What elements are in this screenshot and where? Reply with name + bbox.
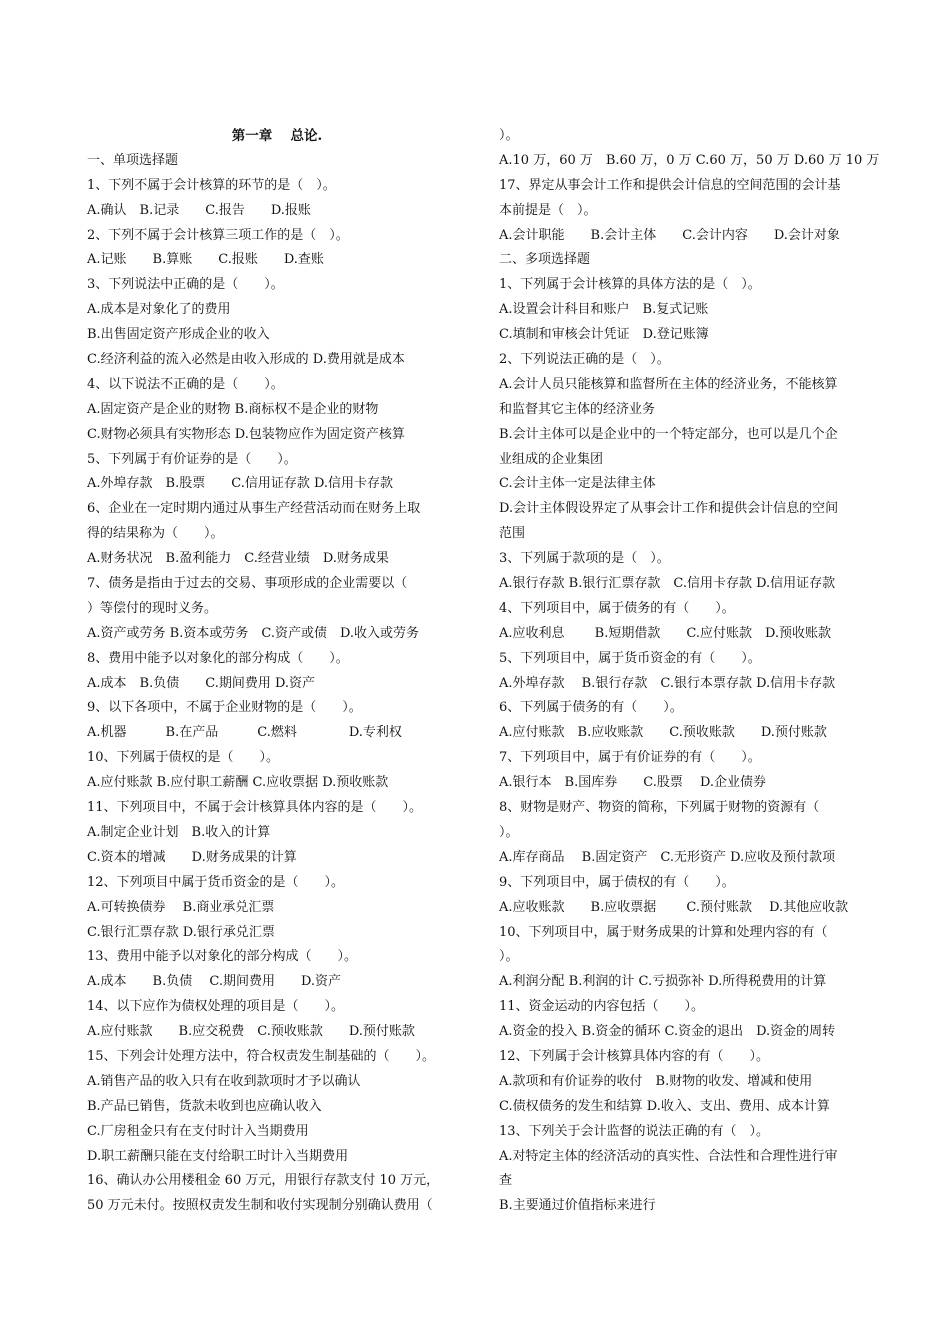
right-column-line-13: B.会计主体可以是企业中的一个特定部分，也可以是几个企: [499, 426, 838, 442]
right-column-line-34: ）。: [499, 949, 519, 965]
left-column-line-36: A.应付账款 B.应交税费 C.预收账款 D.预付账款: [87, 1024, 415, 1040]
left-column-line-18: 7、债务是指由于过去的交易、事项形成的企业需要以（: [87, 576, 408, 592]
right-column-line-42: A.对特定主体的经济活动的真实性、合法性和合理性进行审: [499, 1148, 838, 1164]
left-column-line-6: 3、下列说法中正确的是（ ）。: [87, 277, 284, 293]
right-column-line-3: 17、界定从事会计工作和提供会计信息的空间范围的会计基: [499, 177, 841, 193]
left-column-line-3: A.确认 B.记录 C.报告 D.报账: [87, 202, 311, 218]
left-column-line-35: 14、以下应作为债权处理的项目是（ ）。: [87, 999, 345, 1015]
right-column-line-1: ）。: [499, 128, 519, 143]
left-column-line-12: C.财物必须具有实物形态 D.包装物应作为固定资产核算: [87, 426, 405, 442]
right-column-line-2: A.10 万，60 万 B.60 万，0 万 C.60 万，50 万 D.60 万 10 万: [499, 152, 879, 168]
left-column-line-31: A.可转换债券 B.商业承兑汇票: [87, 899, 275, 915]
right-column-line-29: ）。: [499, 824, 519, 840]
left-column-line-24: A.机器 B.在产品 C.燃料 D.专利权: [87, 725, 402, 741]
left-column-line-27: 11、下列项目中，不属于会计核算具体内容的是（ ）。: [87, 800, 423, 816]
right-column-line-5: A.会计职能 B.会计主体 C.会计内容 D.会计对象: [499, 227, 840, 243]
right-column-line-9: C.填制和审核会计凭证 D.登记账簿: [499, 327, 709, 343]
right-column-line-15: C.会计主体一定是法律主体: [499, 476, 656, 492]
right-column-line-26: 7、下列项目中，属于有价证券的有（ ）。: [499, 750, 761, 766]
left-column-line-1: 一、单项选择题: [87, 152, 179, 168]
right-column-line-8: A.设置会计科目和账户 B.复式记账: [499, 302, 709, 318]
right-column-line-12: 和监督其它主体的经济业务: [499, 401, 656, 417]
right-column-line-4: 本前提是（ ）。: [499, 202, 597, 218]
right-column-line-21: A.应收利息 B.短期借款 C.应付账款 D.预收账款: [499, 625, 832, 641]
right-column-line-37: A.资金的投入 B.资金的循环 C.资金的退出 D.资金的周转: [499, 1024, 836, 1040]
left-column-line-37: 15、下列会计处理方法中，符合权责发生制基础的（ ）。: [87, 1048, 436, 1064]
right-column-line-28: 8、财物是财产、物资的简称，下列属于财物的资源有（: [499, 800, 820, 816]
left-column-line-15: 6、企业在一定时期内通过从事生产经营活动而在财务上取: [87, 501, 421, 517]
left-column-line-9: C.经济利益的流入必然是由收入形成的 D.费用就是成本: [87, 352, 405, 368]
left-column-line-22: A.成本 B.负债 C.期间费用 D.资产: [87, 675, 316, 691]
right-column-line-17: 范围: [499, 526, 526, 542]
right-column-line-7: 1、下列属于会计核算的具体方法的是（ ）。: [499, 277, 761, 293]
left-column-line-42: 16、确认办公用楼租金 60 万元，用银行存款支付 10 万元，: [87, 1173, 440, 1189]
left-column-line-29: C.资本的增减 D.财务成果的计算: [87, 849, 297, 865]
left-column-line-19: ）等偿付的现时义务。: [87, 600, 218, 616]
left-column-line-8: B.出售固定资产形成企业的收入: [87, 327, 270, 343]
right-column-line-10: 2、下列说法正确的是（ ）。: [499, 352, 670, 368]
left-column-line-21: 8、费用中能予以对象化的部分构成（ ）。: [87, 650, 349, 666]
right-column: [499, 124, 879, 1219]
left-column-line-43: 50 万元未付。按照权责发生制和收付实现制分别确认费用（: [87, 1198, 433, 1214]
right-column-line-19: A.银行存款 B.银行汇票存款 C.信用卡存款 D.信用证存款: [499, 576, 836, 592]
left-column-line-28: A.制定企业计划 B.收入的计算: [87, 824, 271, 840]
right-column-line-14: 业组成的企业集团: [499, 451, 604, 467]
left-column-line-16: 得的结果称为（ ）。: [87, 526, 224, 542]
right-column-line-6: 二、多项选择题: [499, 252, 591, 268]
left-column-line-14: A.外埠存款 B.股票 C.信用证存款 D.信用卡存款: [87, 476, 394, 492]
left-column-line-41: D.职工薪酬只能在支付给职工时计入当期费用: [87, 1148, 349, 1164]
right-column-line-24: 6、下列属于债务的有（ ）。: [499, 700, 683, 716]
right-column-line-25: A.应付账款 B.应收账款 C.预收账款 D.预付账款: [499, 725, 827, 741]
left-column-line-13: 5、下列属于有价证券的是（ ）。: [87, 451, 297, 467]
left-column-line-7: A.成本是对象化了的费用: [87, 302, 231, 318]
right-column-line-39: A.款项和有价证券的收付 B.财物的收发、增减和使用: [499, 1073, 813, 1089]
left-column-line-38: A.销售产品的收入只有在收到款项时才予以确认: [87, 1073, 361, 1089]
left-column-line-11: A.固定资产是企业的财物 B.商标权不是企业的财物: [87, 401, 379, 417]
left-column-line-4: 2、下列不属于会计核算三项工作的是（ ）。: [87, 227, 349, 243]
left-column-line-39: B.产品已销售，货款未收到也应确认收入: [87, 1098, 322, 1114]
left-column-line-30: 12、下列项目中属于货币资金的是（ ）。: [87, 874, 345, 890]
left-column-line-34: A.成本 B.负债 C.期间费用 D.资产: [87, 974, 342, 990]
right-column-line-36: 11、资金运动的内容包括（ ）。: [499, 999, 705, 1015]
left-column-line-17: A.财务状况 B.盈利能力 C.经营业绩 D.财务成果: [87, 551, 389, 567]
right-column-line-32: A.应收账款 B.应收票据 C.预付账款 D.其他应收款: [499, 899, 849, 915]
right-column-line-38: 12、下列属于会计核算具体内容的有（ ）。: [499, 1048, 770, 1064]
right-column-line-11: A.会计人员只能核算和监督所在主体的经济业务，不能核算: [499, 376, 838, 392]
left-column-line-2: 1、下列不属于会计核算的环节的是（ ）。: [87, 177, 336, 193]
right-column-line-22: 5、下列项目中，属于货币资金的有（ ）。: [499, 650, 761, 666]
right-column-line-41: 13、下列关于会计监督的说法正确的有（ ）。: [499, 1123, 770, 1139]
right-column-line-16: D.会计主体假设界定了从事会计工作和提供会计信息的空间: [499, 501, 839, 517]
right-column-line-20: 4、下列项目中，属于债务的有（ ）。: [499, 600, 735, 616]
right-column-line-44: B.主要通过价值指标来进行: [499, 1198, 656, 1214]
right-column-line-23: A.外埠存款 B.银行存款 C.银行本票存款 D.信用卡存款: [499, 675, 836, 691]
left-column-line-23: 9、以下各项中，不属于企业财物的是（ ）。: [87, 700, 362, 716]
left-column-line-25: 10、下列属于债权的是（ ）。: [87, 750, 280, 766]
left-column-line-5: A.记账 B.算账 C.报账 D.查账: [87, 252, 324, 268]
right-column-line-27: A.银行本 B.国库券 C.股票 D.企业债券: [499, 775, 767, 791]
left-column-line-26: A.应付账款 B.应付职工薪酬 C.应收票据 D.预收账款: [87, 775, 389, 791]
left-column-line-32: C.银行汇票存款 D.银行承兑汇票: [87, 924, 275, 940]
left-column: [87, 124, 467, 1219]
right-column-line-43: 查: [499, 1173, 513, 1189]
left-column-line-40: C.厂房租金只有在支付时计入当期费用: [87, 1123, 309, 1139]
right-column-line-35: A.利润分配 B.利润的计 C.亏损弥补 D.所得税费用的计算: [499, 974, 827, 990]
chapter-title: 第一章 总论.: [231, 128, 323, 144]
right-column-line-33: 10、下列项目中，属于财务成果的计算和处理内容的有（: [499, 924, 828, 940]
left-column-line-10: 4、以下说法不正确的是（ ）。: [87, 376, 284, 392]
right-column-line-30: A.库存商品 B.固定资产 C.无形资产 D.应收及预付款项: [499, 849, 836, 865]
right-column-line-18: 3、下列属于款项的是（ ）。: [499, 551, 670, 567]
right-column-line-40: C.债权债务的发生和结算 D.收入、支出、费用、成本计算: [499, 1098, 830, 1114]
right-column-line-31: 9、下列项目中，属于债权的有（ ）。: [499, 874, 735, 890]
left-column-line-33: 13、费用中能予以对象化的部分构成（ ）。: [87, 949, 358, 965]
left-column-line-20: A.资产或劳务 B.资本或劳务 C.资产或债 D.收入或劳务: [87, 625, 420, 641]
